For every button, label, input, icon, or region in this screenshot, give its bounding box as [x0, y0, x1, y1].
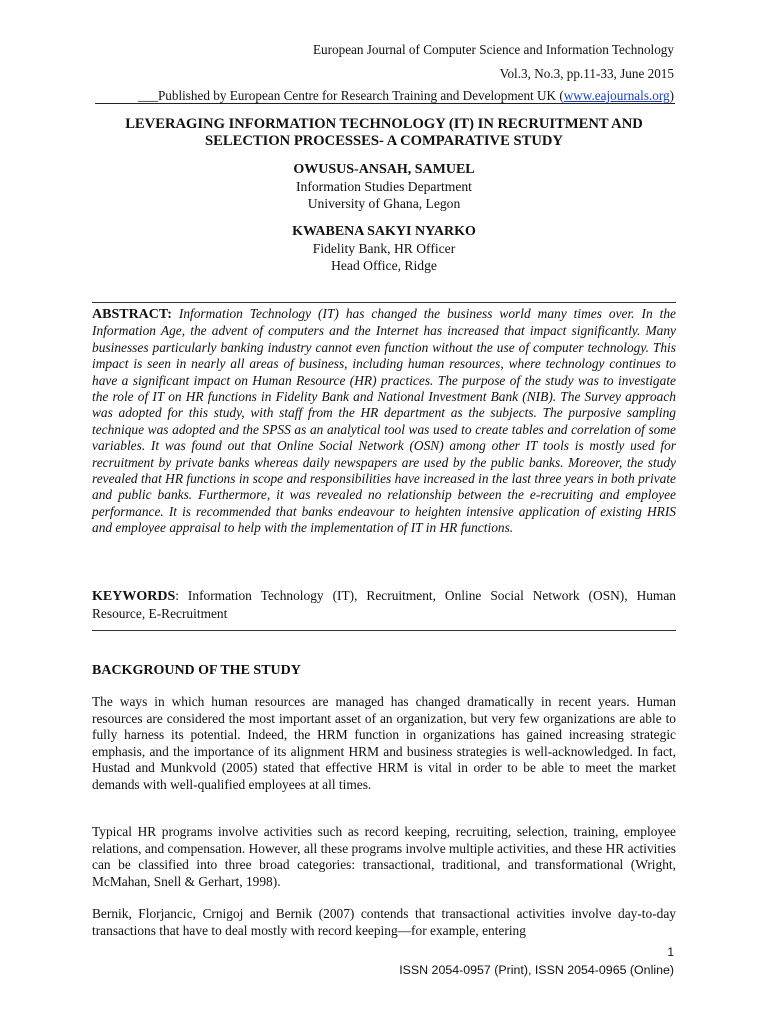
publisher-line	[138, 88, 674, 104]
keywords-label: KEYWORDS	[92, 589, 176, 604]
body-paragraph: Bernik, Florjancic, Crnigoj and Bernik (2007) contends that transactional activities involve day-to-day transactions that have to deal mostly with record keeping—for example, entering	[92, 906, 676, 938]
publisher-suffix: )	[669, 88, 674, 103]
abstract-text: Information Technology (IT) has changed the business world many times over. In the Information Age, the advent of computers and the Internet has increased that impact significantly. Many businesses particularly banking industry cannot even function without the use of computer technology. This impact is seen in nearly all areas of business, including human resources, where technology continues to have a significant impact on Human Resource (HR) practices. The purpose of the study was to investigate the role of IT on HR functions in Fidelity Bank and National Investment Bank (NIB). The Survey approach was adopted for this study, with staff from the HR department as the subjects. The purposive sampling technique was adopted and the SPSS as an analytical tool was used to create tables and correlation of some variables. It was found out that Online Social Network (OSN) among other IT tools is mostly used for recruitment by private banks whereas daily newspapers are used by the public banks. Moreover, the study revealed that HR functions in scope and responsibilities have increased in the last three years in both private and public banks. Furthermore, it was revealed no relationship between the e-recruiting and employee performance. It is recommended that banks endeavour to heighten intensive application of existing HRIS and employee appraisal to help with the implementation of IT in HR functions.	[92, 306, 676, 536]
abstract	[92, 306, 676, 537]
abstract-bottom-rule	[92, 630, 676, 631]
keywords	[92, 588, 676, 622]
author-block-2	[92, 223, 676, 274]
volume-info: Vol.3, No.3, pp.11-33, June 2015	[499, 66, 674, 81]
journal-name: European Journal of Computer Science and Information Technology	[312, 42, 674, 57]
author-affiliation: Fidelity Bank, HR Officer	[312, 241, 456, 256]
section-heading: BACKGROUND OF THE STUDY	[92, 663, 301, 678]
paper-title: LEVERAGING INFORMATION TECHNOLOGY (IT) IN RECRUITMENT AND SELECTION PROCESSES- A COMPARATIVE STUDY	[125, 116, 643, 149]
body-paragraph: Typical HR programs involve activities such as record keeping, recruiting, selection, training, employee relations, and compensation. However, all these programs involve multiple activities, and these HR activities can be classified into three broad categories: transactional, traditional, and transformational (Wright, McMahan, Snell & Gerhart, 1998).	[92, 824, 676, 889]
abstract-label: ABSTRACT:	[92, 307, 172, 322]
author-affiliation: Information Studies Department	[296, 179, 472, 194]
publisher-link[interactable]: www.eajournals.org	[563, 88, 670, 103]
body-paragraph: The ways in which human resources are managed has changed dramatically in recent years. Human resources are considered the most important asset of an organization, but very few organizations are able to fully harness its potential. Indeed, the HRM function in organizations has gained increasing strategic emphasis, and the importance of its alignment HRM and business strategies is well-acknowledged. In fact, Hustad and Munkvold (2005) stated that effective HRM is vital in order to be able to meet the market demands with well-qualified employees at all times.	[92, 694, 676, 792]
author-affiliation: Head Office, Ridge	[331, 258, 437, 273]
author-block-1	[92, 161, 676, 212]
page-number: 1	[667, 945, 674, 959]
header-rule	[95, 103, 675, 104]
author-name: OWUSUS-ANSAH, SAMUEL	[293, 162, 475, 177]
issn-footer: ISSN 2054-0957 (Print), ISSN 2054-0965 (Online)	[399, 963, 674, 977]
author-name: KWABENA SAKYI NYARKO	[292, 224, 476, 239]
abstract-top-rule	[92, 302, 676, 303]
author-affiliation: University of Ghana, Legon	[307, 196, 461, 211]
keywords-text: : Information Technology (IT), Recruitment, Online Social Network (OSN), Human Resource, E-Recruitment	[92, 588, 676, 621]
publisher-prefix: ___Published by European Centre for Research Training and Development UK (	[138, 88, 564, 103]
